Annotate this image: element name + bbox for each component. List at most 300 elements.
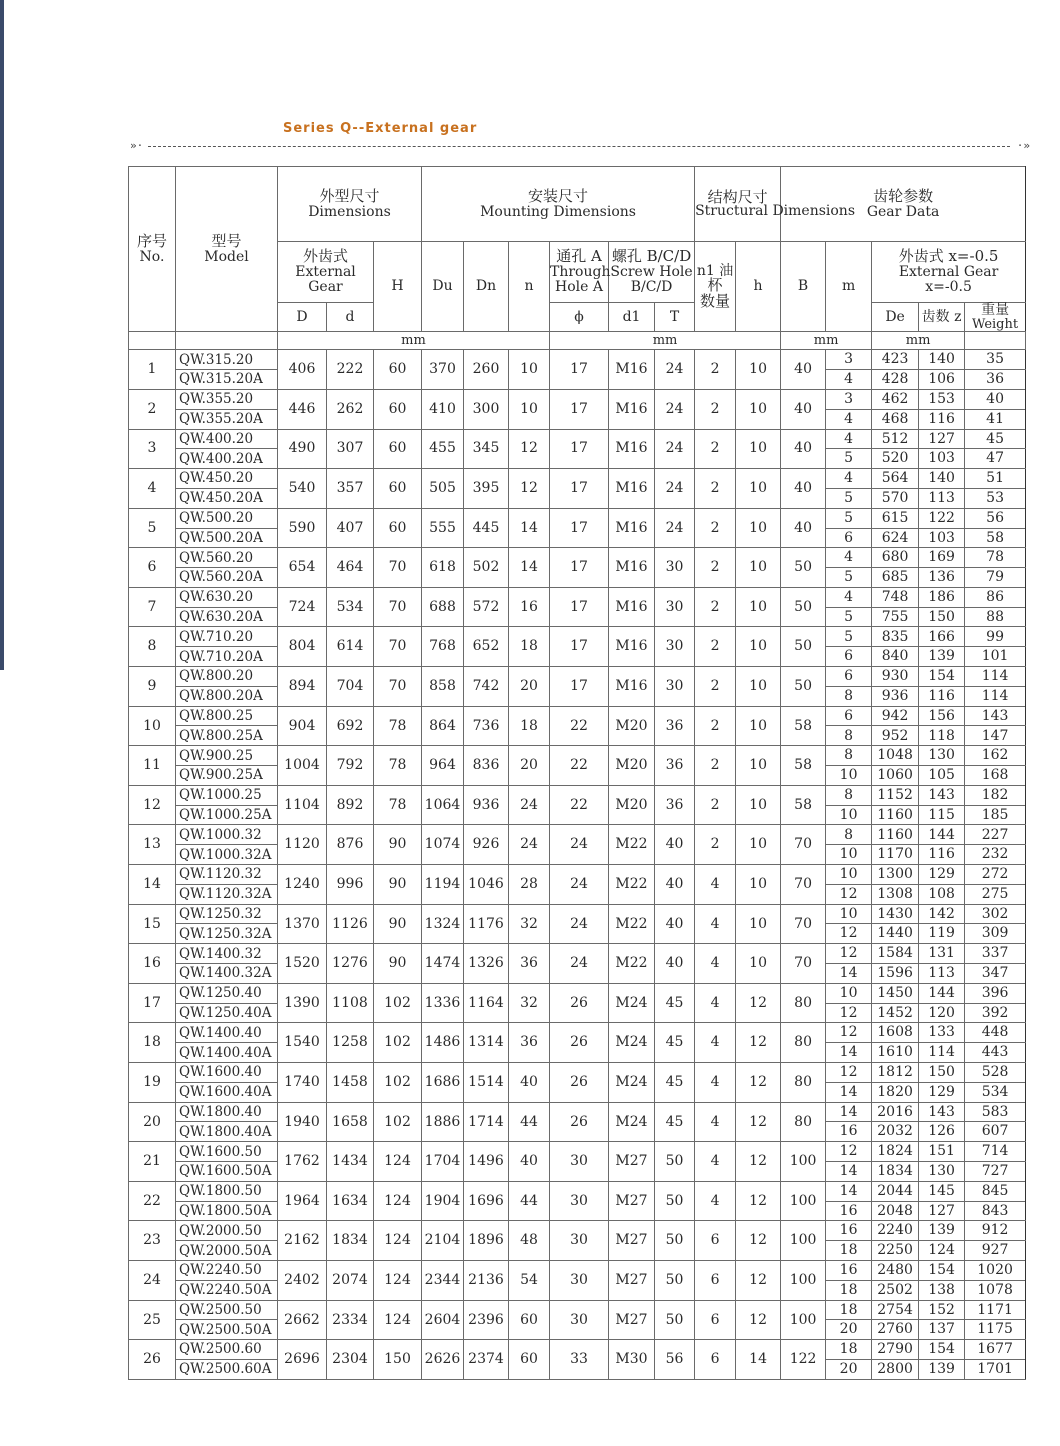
header-B: B (781, 242, 826, 332)
cell-model: QW.630.20 (176, 587, 278, 607)
cell-D: 1540 (278, 1023, 327, 1063)
cell-h: 10 (736, 429, 781, 469)
cell-Du: 2626 (422, 1340, 464, 1380)
cell-H: 60 (374, 508, 422, 548)
cell-n: 60 (509, 1340, 550, 1380)
cell-d1: M24 (609, 1023, 655, 1063)
cell-teeth: 127 (919, 1201, 965, 1221)
table-row (129, 904, 1026, 924)
cell-weight: 448 (965, 1023, 1026, 1043)
cell-phi: 17 (550, 548, 609, 588)
cell-weight: 275 (965, 884, 1026, 904)
cell-Dn: 300 (464, 389, 509, 429)
table-row (129, 1221, 1026, 1241)
cell-m: 8 (826, 825, 872, 845)
cell-m: 3 (826, 389, 872, 409)
cell-d: 1126 (327, 904, 374, 944)
cell-model: QW.1000.25 (176, 785, 278, 805)
cell-m: 6 (826, 528, 872, 548)
cell-n1: 4 (695, 865, 736, 905)
rule-dash-line (148, 146, 1010, 147)
cell-H: 60 (374, 429, 422, 469)
cell-model: QW.355.20 (176, 389, 278, 409)
table-row (129, 1023, 1026, 1043)
cell-Dn: 836 (464, 746, 509, 786)
cell-Dn: 572 (464, 587, 509, 627)
cell-Du: 1704 (422, 1142, 464, 1182)
cell-D: 1240 (278, 865, 327, 905)
cell-m: 20 (826, 1359, 872, 1379)
cell-weight: 528 (965, 1063, 1026, 1083)
cell-n1: 2 (695, 706, 736, 746)
unit-blank (965, 332, 1026, 350)
cell-model: QW.1400.32 (176, 944, 278, 964)
cell-B: 70 (781, 865, 826, 905)
cell-Dn: 1326 (464, 944, 509, 984)
cell-weight: 56 (965, 508, 1026, 528)
rule-left-mark: »· (130, 139, 144, 152)
cell-teeth: 130 (919, 746, 965, 766)
cell-n1: 4 (695, 944, 736, 984)
cell-B: 50 (781, 548, 826, 588)
cell-De: 624 (872, 528, 919, 548)
cell-model: QW.1120.32A (176, 884, 278, 904)
cell-no: 8 (129, 627, 176, 667)
cell-d: 792 (327, 746, 374, 786)
cell-De: 1152 (872, 785, 919, 805)
cell-d1: M30 (609, 1340, 655, 1380)
cell-n1: 2 (695, 785, 736, 825)
cell-n: 24 (509, 825, 550, 865)
header-screw-hole: 螺孔 B/C/D Screw Hole B/C/D (609, 242, 695, 303)
cell-n1: 2 (695, 667, 736, 707)
cell-Du: 2604 (422, 1300, 464, 1340)
table-row (129, 667, 1026, 687)
cell-weight: 36 (965, 370, 1026, 390)
header-weight: 重量 Weight (965, 303, 1026, 332)
cell-model: QW.1800.50 (176, 1181, 278, 1201)
cell-T: 50 (655, 1300, 695, 1340)
cell-no: 19 (129, 1063, 176, 1103)
cell-phi: 22 (550, 746, 609, 786)
cell-D: 904 (278, 706, 327, 746)
cell-T: 36 (655, 785, 695, 825)
cell-Du: 688 (422, 587, 464, 627)
cell-n1: 2 (695, 389, 736, 429)
cell-model: QW.710.20A (176, 647, 278, 667)
cell-B: 70 (781, 944, 826, 984)
cell-H: 124 (374, 1221, 422, 1261)
cell-T: 30 (655, 667, 695, 707)
cell-teeth: 106 (919, 370, 965, 390)
cell-H: 102 (374, 1063, 422, 1103)
cell-d1: M16 (609, 350, 655, 390)
cell-d1: M27 (609, 1221, 655, 1261)
cell-De: 685 (872, 568, 919, 588)
cell-D: 1762 (278, 1142, 327, 1182)
header-dimensions: 外型尺寸 Dimensions (278, 167, 422, 242)
cell-h: 10 (736, 746, 781, 786)
cell-De: 468 (872, 409, 919, 429)
cell-weight: 47 (965, 449, 1026, 469)
cell-m: 10 (826, 766, 872, 786)
cell-model: QW.710.20 (176, 627, 278, 647)
table-row (129, 548, 1026, 568)
table-row (129, 508, 1026, 528)
cell-Du: 768 (422, 627, 464, 667)
cell-T: 24 (655, 429, 695, 469)
cell-T: 45 (655, 1102, 695, 1142)
cell-h: 12 (736, 1260, 781, 1300)
cell-model: QW.1600.50A (176, 1162, 278, 1182)
cell-T: 56 (655, 1340, 695, 1380)
cell-weight: 86 (965, 587, 1026, 607)
cell-model: QW.2500.50 (176, 1300, 278, 1320)
table-row (129, 746, 1026, 766)
cell-De: 1160 (872, 825, 919, 845)
cell-no: 6 (129, 548, 176, 588)
cell-De: 1440 (872, 924, 919, 944)
header-H: H (374, 242, 422, 332)
cell-model: QW.800.20 (176, 667, 278, 687)
cell-m: 4 (826, 548, 872, 568)
cell-De: 680 (872, 548, 919, 568)
cell-teeth: 152 (919, 1300, 965, 1320)
header-d1: d1 (609, 303, 655, 332)
cell-d1: M20 (609, 706, 655, 746)
cell-m: 4 (826, 370, 872, 390)
cell-m: 16 (826, 1201, 872, 1221)
cell-n: 32 (509, 983, 550, 1023)
cell-De: 835 (872, 627, 919, 647)
header-Du: Du (422, 242, 464, 332)
cell-n: 48 (509, 1221, 550, 1261)
cell-d: 996 (327, 865, 374, 905)
cell-m: 12 (826, 1142, 872, 1162)
cell-B: 50 (781, 627, 826, 667)
cell-teeth: 151 (919, 1142, 965, 1162)
cell-d1: M16 (609, 429, 655, 469)
cell-m: 14 (826, 1102, 872, 1122)
cell-d: 464 (327, 548, 374, 588)
cell-B: 100 (781, 1260, 826, 1300)
cell-phi: 17 (550, 389, 609, 429)
cell-weight: 347 (965, 964, 1026, 984)
cell-phi: 30 (550, 1260, 609, 1300)
cell-D: 490 (278, 429, 327, 469)
cell-teeth: 142 (919, 904, 965, 924)
cell-model: QW.500.20 (176, 508, 278, 528)
cell-De: 2754 (872, 1300, 919, 1320)
cell-Du: 1324 (422, 904, 464, 944)
cell-no: 15 (129, 904, 176, 944)
cell-H: 70 (374, 627, 422, 667)
cell-D: 654 (278, 548, 327, 588)
cell-De: 1596 (872, 964, 919, 984)
cell-h: 12 (736, 1102, 781, 1142)
table-row (129, 1142, 1026, 1162)
cell-m: 14 (826, 964, 872, 984)
cell-weight: 912 (965, 1221, 1026, 1241)
cell-Du: 1486 (422, 1023, 464, 1063)
cell-Du: 455 (422, 429, 464, 469)
cell-H: 124 (374, 1300, 422, 1340)
cell-H: 78 (374, 746, 422, 786)
cell-h: 10 (736, 904, 781, 944)
cell-Dn: 652 (464, 627, 509, 667)
cell-h: 12 (736, 1221, 781, 1261)
cell-teeth: 150 (919, 1063, 965, 1083)
cell-Du: 1886 (422, 1102, 464, 1142)
cell-model: QW.1120.32 (176, 865, 278, 885)
cell-n: 18 (509, 706, 550, 746)
cell-phi: 33 (550, 1340, 609, 1380)
cell-teeth: 144 (919, 825, 965, 845)
cell-weight: 714 (965, 1142, 1026, 1162)
cell-phi: 26 (550, 1023, 609, 1063)
cell-phi: 17 (550, 508, 609, 548)
cell-teeth: 140 (919, 469, 965, 489)
cell-H: 60 (374, 469, 422, 509)
cell-weight: 843 (965, 1201, 1026, 1221)
cell-teeth: 154 (919, 667, 965, 687)
cell-m: 4 (826, 409, 872, 429)
cell-phi: 24 (550, 944, 609, 984)
cell-teeth: 156 (919, 706, 965, 726)
header-external-gear: 外齿式 External Gear (278, 242, 374, 303)
cell-weight: 45 (965, 429, 1026, 449)
cell-weight: 727 (965, 1162, 1026, 1182)
cell-weight: 1078 (965, 1280, 1026, 1300)
cell-n1: 2 (695, 587, 736, 627)
cell-n1: 2 (695, 429, 736, 469)
cell-H: 124 (374, 1260, 422, 1300)
cell-D: 1740 (278, 1063, 327, 1103)
cell-teeth: 115 (919, 805, 965, 825)
cell-De: 748 (872, 587, 919, 607)
cell-Du: 1474 (422, 944, 464, 984)
cell-m: 18 (826, 1280, 872, 1300)
cell-model: QW.2240.50A (176, 1280, 278, 1300)
cell-teeth: 129 (919, 865, 965, 885)
cell-m: 16 (826, 1221, 872, 1241)
cell-teeth: 133 (919, 1023, 965, 1043)
cell-weight: 583 (965, 1102, 1026, 1122)
cell-weight: 51 (965, 469, 1026, 489)
cell-Dn: 742 (464, 667, 509, 707)
cell-H: 102 (374, 983, 422, 1023)
cell-weight: 114 (965, 686, 1026, 706)
cell-phi: 22 (550, 706, 609, 746)
cell-n1: 6 (695, 1260, 736, 1300)
cell-T: 50 (655, 1260, 695, 1300)
cell-B: 80 (781, 1063, 826, 1103)
cell-model: QW.800.25 (176, 706, 278, 726)
cell-no: 9 (129, 667, 176, 707)
cell-Du: 618 (422, 548, 464, 588)
cell-weight: 78 (965, 548, 1026, 568)
cell-d: 1634 (327, 1181, 374, 1221)
cell-n1: 2 (695, 508, 736, 548)
cell-De: 2044 (872, 1181, 919, 1201)
cell-model: QW.500.20A (176, 528, 278, 548)
cell-D: 446 (278, 389, 327, 429)
cell-n: 44 (509, 1181, 550, 1221)
cell-d: 692 (327, 706, 374, 746)
cell-teeth: 129 (919, 1082, 965, 1102)
cell-weight: 927 (965, 1241, 1026, 1261)
cell-teeth: 126 (919, 1122, 965, 1142)
table-row (129, 1063, 1026, 1083)
cell-m: 5 (826, 568, 872, 588)
cell-B: 122 (781, 1340, 826, 1380)
cell-weight: 443 (965, 1043, 1026, 1063)
cell-m: 12 (826, 1063, 872, 1083)
cell-Du: 2104 (422, 1221, 464, 1261)
cell-T: 50 (655, 1181, 695, 1221)
cell-T: 45 (655, 983, 695, 1023)
cell-model: QW.1250.32A (176, 924, 278, 944)
cell-no: 21 (129, 1142, 176, 1182)
cell-weight: 337 (965, 944, 1026, 964)
cell-m: 5 (826, 607, 872, 627)
cell-B: 70 (781, 825, 826, 865)
cell-teeth: 103 (919, 528, 965, 548)
cell-Dn: 1496 (464, 1142, 509, 1182)
cell-B: 58 (781, 746, 826, 786)
cell-model: QW.1600.50 (176, 1142, 278, 1162)
spec-table (128, 166, 1026, 1380)
cell-no: 26 (129, 1340, 176, 1380)
cell-h: 10 (736, 667, 781, 707)
cell-model: QW.2500.60 (176, 1340, 278, 1360)
cell-n1: 6 (695, 1340, 736, 1380)
table-row (129, 825, 1026, 845)
cell-De: 1170 (872, 845, 919, 865)
cell-d: 614 (327, 627, 374, 667)
dashed-rule (130, 139, 1030, 153)
cell-m: 8 (826, 785, 872, 805)
cell-h: 10 (736, 548, 781, 588)
cell-n: 44 (509, 1102, 550, 1142)
cell-teeth: 103 (919, 449, 965, 469)
cell-d: 876 (327, 825, 374, 865)
cell-B: 50 (781, 587, 826, 627)
cell-model: QW.315.20A (176, 370, 278, 390)
cell-Du: 1686 (422, 1063, 464, 1103)
cell-Du: 964 (422, 746, 464, 786)
cell-teeth: 139 (919, 1221, 965, 1241)
cell-model: QW.2500.50A (176, 1320, 278, 1340)
cell-teeth: 131 (919, 944, 965, 964)
cell-weight: 114 (965, 667, 1026, 687)
cell-model: QW.1000.32 (176, 825, 278, 845)
cell-T: 24 (655, 469, 695, 509)
cell-Du: 1336 (422, 983, 464, 1023)
cell-D: 1520 (278, 944, 327, 984)
cell-De: 2800 (872, 1359, 919, 1379)
cell-d: 1658 (327, 1102, 374, 1142)
cell-B: 40 (781, 429, 826, 469)
cell-model: QW.2000.50A (176, 1241, 278, 1261)
unit-mm-structural: mm (781, 332, 872, 350)
cell-Dn: 445 (464, 508, 509, 548)
cell-teeth: 116 (919, 409, 965, 429)
cell-no: 12 (129, 785, 176, 825)
cell-d: 1108 (327, 983, 374, 1023)
cell-D: 2696 (278, 1340, 327, 1380)
table-row (129, 1181, 1026, 1201)
cell-De: 428 (872, 370, 919, 390)
header-n: n (509, 242, 550, 332)
cell-weight: 272 (965, 865, 1026, 885)
cell-n1: 4 (695, 983, 736, 1023)
cell-T: 50 (655, 1221, 695, 1261)
cell-Dn: 1896 (464, 1221, 509, 1261)
cell-B: 40 (781, 508, 826, 548)
cell-n: 14 (509, 548, 550, 588)
cell-Du: 410 (422, 389, 464, 429)
cell-T: 50 (655, 1142, 695, 1182)
cell-h: 12 (736, 1023, 781, 1063)
cell-d1: M16 (609, 667, 655, 707)
cell-n1: 2 (695, 746, 736, 786)
cell-n: 54 (509, 1260, 550, 1300)
cell-B: 50 (781, 667, 826, 707)
cell-model: QW.2240.50 (176, 1260, 278, 1280)
cell-phi: 26 (550, 983, 609, 1023)
cell-B: 40 (781, 469, 826, 509)
cell-D: 590 (278, 508, 327, 548)
cell-n1: 4 (695, 1142, 736, 1182)
cell-model: QW.1000.32A (176, 845, 278, 865)
header-gear-data: 齿轮参数 Gear Data (781, 167, 1026, 242)
cell-Du: 858 (422, 667, 464, 707)
cell-D: 2662 (278, 1300, 327, 1340)
cell-no: 14 (129, 865, 176, 905)
unit-blank (176, 332, 278, 350)
cell-d: 892 (327, 785, 374, 825)
cell-d1: M27 (609, 1181, 655, 1221)
cell-m: 6 (826, 706, 872, 726)
cell-d1: M20 (609, 785, 655, 825)
cell-model: QW.900.25 (176, 746, 278, 766)
cell-d: 307 (327, 429, 374, 469)
cell-T: 40 (655, 944, 695, 984)
cell-n: 40 (509, 1142, 550, 1182)
cell-teeth: 113 (919, 488, 965, 508)
cell-d1: M16 (609, 469, 655, 509)
cell-no: 2 (129, 389, 176, 429)
cell-h: 12 (736, 1181, 781, 1221)
cell-d: 262 (327, 389, 374, 429)
cell-T: 24 (655, 389, 695, 429)
cell-phi: 26 (550, 1063, 609, 1103)
cell-m: 5 (826, 508, 872, 528)
cell-n1: 4 (695, 1063, 736, 1103)
header-phi: ϕ (550, 303, 609, 332)
rule-right-mark: ·» (1016, 139, 1030, 152)
cell-model: QW.630.20A (176, 607, 278, 627)
cell-De: 2048 (872, 1201, 919, 1221)
cell-D: 724 (278, 587, 327, 627)
cell-n1: 6 (695, 1300, 736, 1340)
cell-weight: 392 (965, 1003, 1026, 1023)
header-D: D (278, 303, 327, 332)
cell-D: 894 (278, 667, 327, 707)
cell-d1: M22 (609, 825, 655, 865)
cell-d: 1258 (327, 1023, 374, 1063)
